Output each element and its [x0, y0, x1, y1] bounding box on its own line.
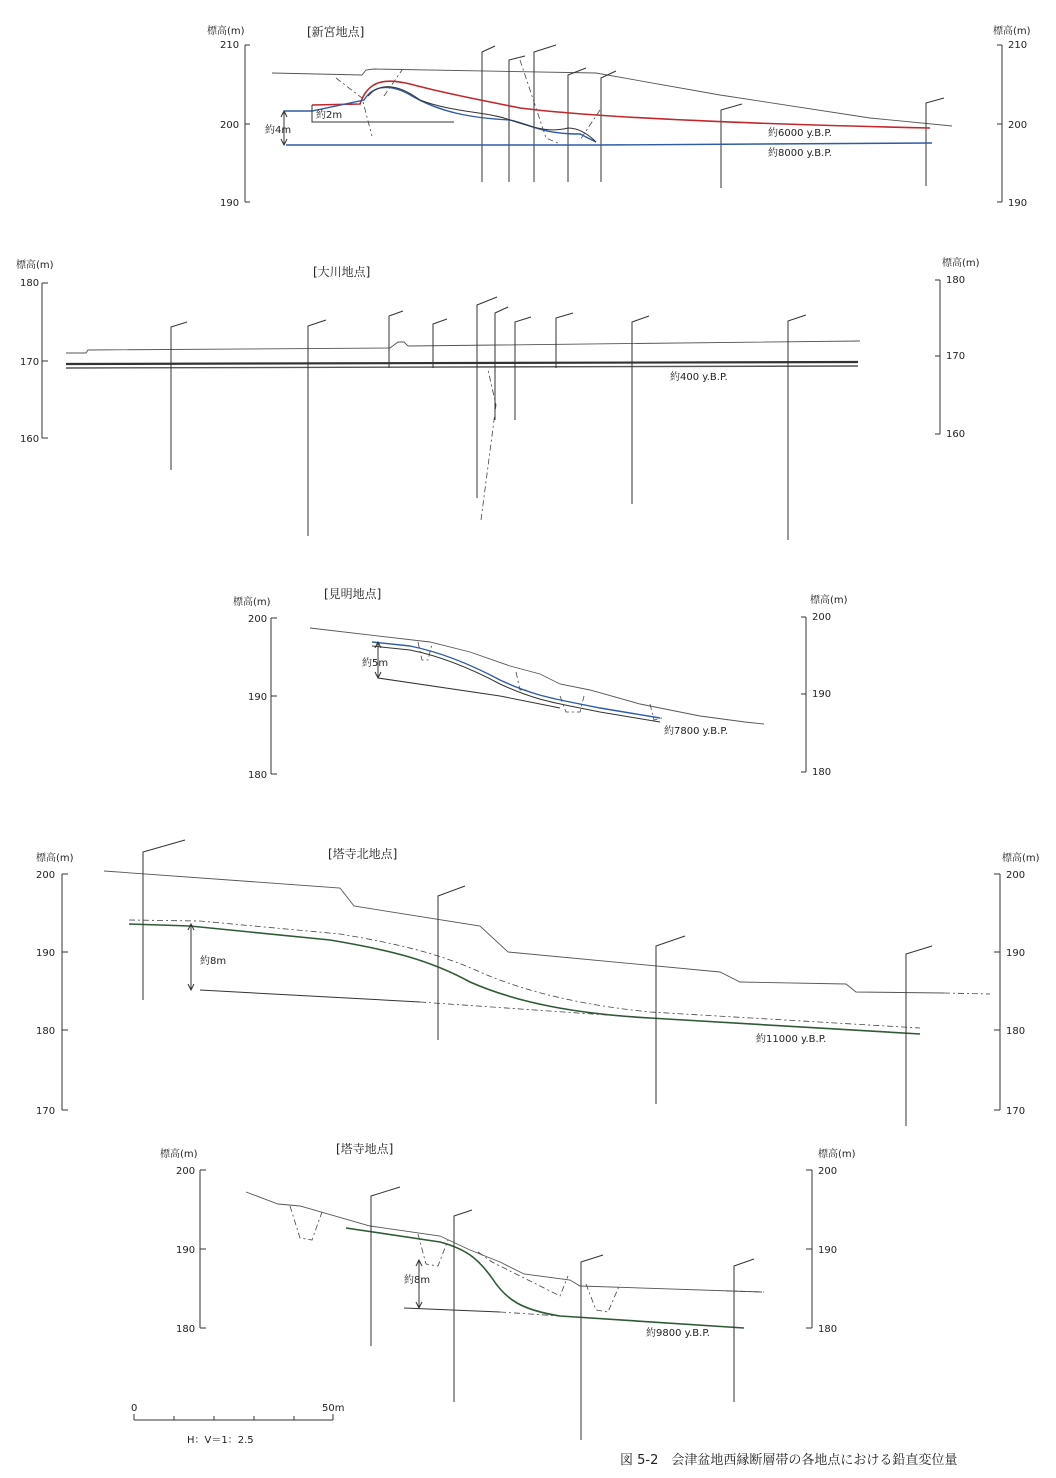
pit-outline-kenmyo [418, 642, 662, 720]
tick-label-170-right: 170 [946, 351, 966, 362]
boreholes-shingu [482, 45, 944, 188]
y-axis-label-shingu-left: 標高(m) [207, 26, 245, 37]
tick-label-200: 200 [176, 1166, 196, 1177]
right-axis-shingu [993, 24, 1031, 209]
section-kenmyo [233, 586, 848, 781]
section-toji-kita [36, 840, 1040, 1126]
note-kenmyo-5m: 約5m [362, 658, 389, 669]
section-title-toji-kita: [塔寺北地点] [328, 847, 398, 861]
note-shingu-age-8000: 約8000 y.B.P. [768, 148, 832, 159]
ground-surface-toji [246, 1192, 762, 1292]
scale-bar-end: 50m [322, 1403, 345, 1414]
figure-caption: 図 5-2 会津盆地西縁断層帯の各地点における鉛直変位量 [620, 1453, 958, 1468]
tick-label-190: 190 [176, 1245, 196, 1256]
tick-label-180-right: 180 [818, 1324, 838, 1335]
y-axis-label-toji-left: 標高(m) [160, 1149, 198, 1160]
y-axis-label-shingu-right: 標高(m) [993, 26, 1031, 37]
right-axis-okawa [935, 256, 980, 440]
ground-surface-okawa [66, 341, 860, 353]
y-axis-label-toji-right: 標高(m) [818, 1149, 856, 1160]
note-shingu-4m: 約4m [265, 125, 292, 136]
tick-label-200-right: 200 [1008, 120, 1028, 131]
left-axis-okawa [16, 258, 54, 445]
boreholes-toji [371, 1187, 754, 1440]
y-axis-label-toji-kita-right: 標高(m) [1002, 853, 1040, 864]
scale-bar-start: 0 [131, 1403, 138, 1414]
layer-8000-shingu [286, 143, 932, 145]
tick-label-180: 180 [176, 1324, 196, 1335]
scale-bar [131, 1403, 344, 1446]
note-shingu-2m: 約2m [316, 110, 343, 121]
note-okawa-age-400: 約400 y.B.P. [670, 372, 728, 383]
tick-label-190-right: 190 [1006, 948, 1026, 959]
y-axis-label-kenmyo-left: 標高(m) [233, 597, 271, 608]
section-okawa [16, 256, 980, 540]
tick-label-210-right: 210 [1008, 40, 1028, 51]
note-kenmyo-age-7800: 約7800 y.B.P. [664, 726, 728, 737]
ground-extension-toji [726, 1291, 764, 1292]
right-axis-toji-kita [994, 851, 1040, 1117]
tick-label-180: 180 [20, 278, 40, 289]
tick-label-200: 200 [220, 120, 240, 131]
tick-label-190-right: 190 [818, 1245, 838, 1256]
note-shingu-age-6000: 約6000 y.B.P. [768, 128, 832, 139]
tick-label-200: 200 [36, 870, 56, 881]
ground-surface-toji-kita [104, 871, 944, 993]
layer-9800-lower-toji [404, 1308, 500, 1312]
ground-surface-shingu [272, 69, 952, 126]
tick-label-180: 180 [36, 1026, 56, 1037]
tick-label-160-right: 160 [946, 429, 966, 440]
left-axis-toji [160, 1147, 206, 1335]
tick-label-200-right: 200 [812, 612, 832, 623]
note-toji-age-9800: 約9800 y.B.P. [646, 1328, 710, 1339]
layer-7800-kenmyo [372, 642, 660, 718]
y-axis-label-toji-kita-left: 標高(m) [36, 853, 74, 864]
tick-label-180-right: 180 [812, 767, 832, 778]
section-title-okawa: [大川地点] [313, 265, 371, 279]
section-toji [160, 1141, 856, 1440]
boreholes-okawa [171, 297, 806, 540]
pit-outline-toji [290, 1206, 620, 1312]
tick-label-190: 190 [36, 948, 56, 959]
tick-label-180-right: 180 [1006, 1026, 1026, 1037]
gravel-dots-toji-kita [129, 920, 920, 1028]
tick-label-160: 160 [20, 434, 40, 445]
right-axis-kenmyo [801, 593, 848, 778]
section-title-toji: [塔寺地点] [336, 1142, 394, 1156]
left-axis-shingu [207, 24, 250, 209]
tick-label-190: 190 [248, 692, 268, 703]
tick-label-170: 170 [20, 357, 40, 368]
tick-label-200: 200 [248, 614, 268, 625]
tick-label-190-right: 190 [1008, 198, 1028, 209]
layer-11000-lower-toji-kita [200, 990, 420, 1002]
note-toji-kita-age-11000: 約11000 y.B.P. [756, 1034, 827, 1045]
note-toji-8m: 約8m [404, 1275, 431, 1286]
y-axis-label-kenmyo-right: 標高(m) [810, 595, 848, 606]
layer-6000-shingu [312, 81, 930, 128]
tick-label-180-right: 180 [946, 275, 966, 286]
right-axis-toji [806, 1147, 856, 1335]
section-title-kenmyo: [見明地点] [324, 587, 382, 601]
y-axis-label-okawa-right: 標高(m) [942, 258, 980, 269]
fault-trace-okawa [481, 370, 496, 520]
tick-label-210: 210 [220, 40, 240, 51]
scale-ratio: H：V＝1：2.5 [187, 1435, 254, 1446]
offset-marker-8m [188, 924, 194, 990]
tick-label-200-right: 200 [1006, 870, 1026, 881]
layer-11000-toji-kita [129, 924, 920, 1034]
tick-label-170-right: 170 [1006, 1106, 1026, 1117]
tick-label-200-right: 200 [818, 1166, 838, 1177]
left-axis-kenmyo [233, 595, 277, 781]
y-axis-label-okawa-left: 標高(m) [16, 260, 54, 271]
layer-400-okawa [66, 362, 858, 368]
section-shingu [207, 24, 1031, 209]
note-toji-kita-8m: 約8m [200, 956, 227, 967]
section-title-shingu: [新宮地点] [307, 25, 365, 39]
tick-label-190: 190 [220, 198, 240, 209]
left-axis-toji-kita [36, 851, 74, 1117]
ground-extension-toji-kita [944, 993, 990, 994]
tick-label-180: 180 [248, 770, 268, 781]
tick-label-190-right: 190 [812, 689, 832, 700]
tick-label-170: 170 [36, 1106, 56, 1117]
